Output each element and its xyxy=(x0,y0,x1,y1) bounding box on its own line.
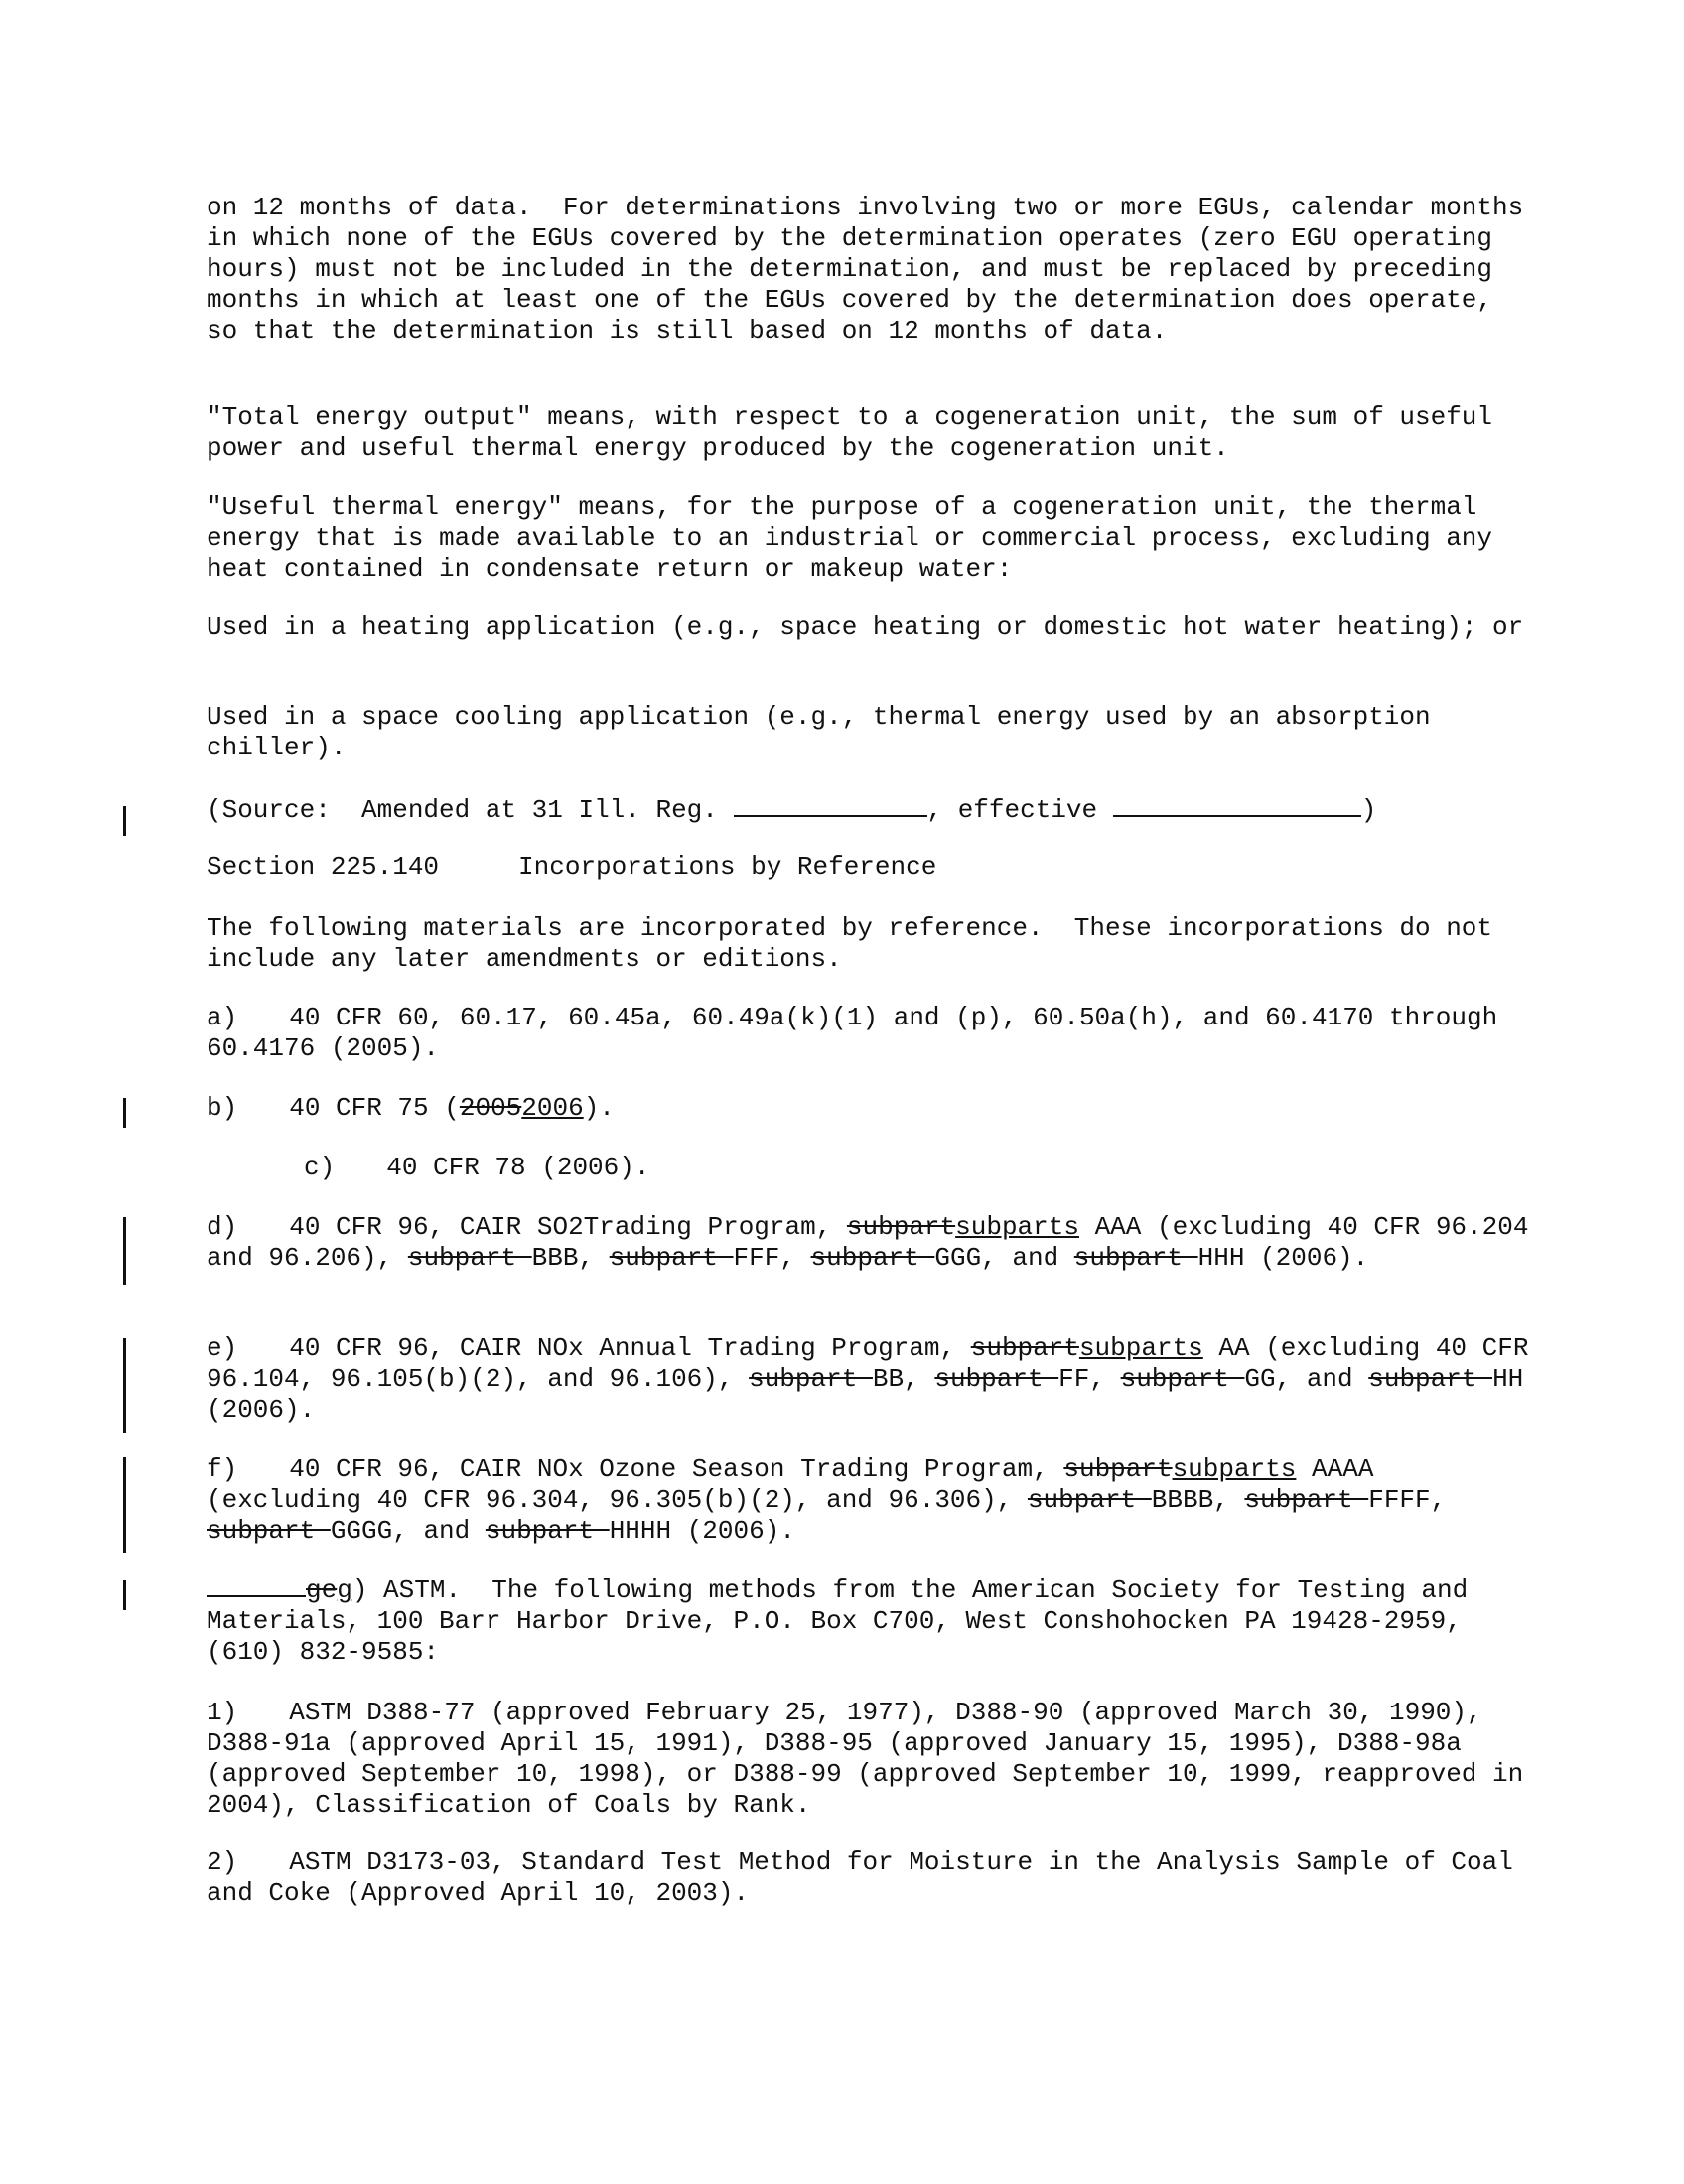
change-bar-item-b xyxy=(123,1098,126,1128)
source-mid: , effective xyxy=(926,795,1113,825)
item-d-ins1: subparts xyxy=(955,1212,1079,1242)
item-e-t3: BB, xyxy=(872,1364,935,1394)
item-d-del3: subpart xyxy=(609,1243,734,1273)
subitem-1-label: 1) xyxy=(207,1698,238,1727)
item-d-t2: AAA (excluding 40 CFR 96.204 and 96.206), xyxy=(207,1212,1545,1273)
item-g-inserted-label: g xyxy=(337,1575,352,1605)
item-b-deleted-year: 2005 xyxy=(459,1093,522,1123)
item-f-del3: subpart xyxy=(1244,1485,1369,1515)
item-d-t4: FFF, xyxy=(733,1243,811,1273)
item-d-t3: BBB, xyxy=(531,1243,610,1273)
source-prefix: (Source: Amended at 31 Ill. Reg. xyxy=(207,795,734,825)
paragraph-determination: on 12 months of data. For determinations involving two or more EGUs, calendar months in which none of the EGUs covered by the determination operates (zero EGU operating hours) must not be included in the determination, and must be replaced by preceding months in which at least one of the EGUs covered by the determination does operate, so that the determination is still based on 12 months of data. xyxy=(207,193,1539,345)
item-g-deleted-letter: e xyxy=(321,1575,338,1605)
item-b-label: b) xyxy=(207,1093,238,1123)
item-e-del1: subpart xyxy=(970,1333,1079,1363)
item-g-deletion-line xyxy=(207,1581,306,1597)
item-e-ins1: subparts xyxy=(1078,1333,1203,1363)
change-bar-item-e xyxy=(123,1338,126,1433)
section-heading xyxy=(207,852,1537,883)
paragraph-cooling-application: Used in a space cooling application (e.g., thermal energy used by an absorption chiller). xyxy=(207,702,1447,762)
item-f-label: f) xyxy=(207,1454,238,1484)
item-d xyxy=(207,1212,1545,1274)
change-bar-item-f xyxy=(123,1457,126,1553)
item-b-post: ). xyxy=(583,1093,615,1123)
item-d-del5: subpart xyxy=(1073,1243,1198,1273)
item-g-deleted-label: g xyxy=(306,1575,322,1605)
item-d-del4: subpart xyxy=(810,1243,935,1273)
item-d-label: d) xyxy=(207,1212,238,1242)
item-f-del2: subpart xyxy=(1027,1485,1152,1515)
subitem-1-text: ASTM D388-77 (approved February 25, 1977), D388-90 (approved March 30, 1990), D388-91a (approved April 15, 1991), D388-95 (approved January 15, 1995), D388-98a (approved September 10, 1998), or D388-99 (approved September 10, 1999, reapproved in 2004), Classification of Coals by Rank. xyxy=(207,1698,1539,1820)
item-e-t6: HH (2006). xyxy=(207,1364,1539,1425)
item-f xyxy=(207,1454,1537,1547)
item-d-t6: HHH (2006). xyxy=(1197,1243,1369,1273)
item-d-del1: subpart xyxy=(846,1212,956,1242)
subitem-1 xyxy=(207,1698,1537,1821)
item-e-del2: subpart xyxy=(749,1364,873,1394)
item-a xyxy=(207,1003,1537,1064)
item-d-del2: subpart xyxy=(407,1243,532,1273)
item-e-t4: FF, xyxy=(1058,1364,1121,1394)
item-f-t5: GGGG, and xyxy=(330,1516,486,1546)
item-d-t5: GGG, and xyxy=(934,1243,1074,1273)
paragraph-total-energy-output: "Total energy output" means, with respect to a cogeneration unit, the sum of useful power and useful thermal energy produced by the cogeneration unit. xyxy=(207,402,1508,463)
item-c-text: 40 CFR 78 (2006). xyxy=(386,1153,650,1182)
subitem-2-label: 2) xyxy=(207,1847,238,1877)
item-a-text: 40 CFR 60, 60.17, 60.45a, 60.49a(k)(1) and (p), 60.50a(h), and 60.4170 through 60.4176 (2005). xyxy=(207,1003,1513,1063)
item-d-t1: 40 CFR 96, CAIR SO2Trading Program, xyxy=(289,1212,847,1242)
paragraph-heating-application: Used in a heating application (e.g., space heating or domestic hot water heating); or xyxy=(207,613,1524,642)
item-f-t3: BBBB, xyxy=(1151,1485,1245,1515)
change-bar-item-g xyxy=(123,1580,126,1610)
item-e-t2: AA (excluding 40 CFR 96.104, 96.105(b)(2), and 96.106), xyxy=(207,1333,1545,1394)
source-suffix: ) xyxy=(1360,795,1377,825)
subitem-2-text: ASTM D3173-03, Standard Test Method for Moisture in the Analysis Sample of Coal and Coke (Approved April 10, 2003). xyxy=(207,1847,1529,1908)
source-note xyxy=(207,793,1537,826)
item-f-ins1: subparts xyxy=(1172,1454,1297,1484)
item-b xyxy=(207,1093,1537,1124)
source-reg-blank xyxy=(734,793,927,817)
item-g xyxy=(207,1575,1537,1668)
item-f-t1: 40 CFR 96, CAIR NOx Ozone Season Trading Program, xyxy=(289,1454,1064,1484)
item-e-label: e) xyxy=(207,1333,238,1363)
item-f-del1: subpart xyxy=(1063,1454,1173,1484)
item-g-text: ) ASTM. The following methods from the American Society for Testing and Materials, 100 Barr Harbor Drive, P.O. Box C700, West Conshohocken PA 19428-2959, (610) 832-9585: xyxy=(207,1575,1483,1667)
item-b-pre: 40 CFR 75 ( xyxy=(289,1093,460,1123)
incorporation-intro: The following materials are incorporated by reference. These incorporations do not include any later amendments or editions. xyxy=(207,913,1508,974)
section-title: Incorporations by Reference xyxy=(518,852,937,882)
item-f-t4: FFFF, xyxy=(1368,1485,1462,1515)
item-e-t1: 40 CFR 96, CAIR NOx Annual Trading Program, xyxy=(289,1333,971,1363)
item-a-label: a) xyxy=(207,1003,238,1032)
item-e-del3: subpart xyxy=(934,1364,1059,1394)
change-bar-source xyxy=(123,806,126,836)
paragraph-useful-thermal-energy: "Useful thermal energy" means, for the purpose of a cogeneration unit, the thermal energy that is made available to an industrial or commercial process, excluding any heat contained in condensate return or makeup water: xyxy=(207,492,1508,584)
item-f-del5: subpart xyxy=(485,1516,610,1546)
item-f-t2: AAAA (excluding 40 CFR 96.304, 96.305(b)(2), and 96.306), xyxy=(207,1454,1390,1515)
item-e-del4: subpart xyxy=(1120,1364,1245,1394)
item-e-t5: GG, and xyxy=(1244,1364,1369,1394)
item-f-del4: subpart xyxy=(207,1516,331,1546)
source-effective-blank xyxy=(1113,793,1361,817)
change-bar-item-d xyxy=(123,1217,126,1285)
section-number: Section 225.140 xyxy=(207,852,440,882)
item-b-inserted-year: 2006 xyxy=(521,1093,584,1123)
item-e xyxy=(207,1333,1545,1426)
item-c xyxy=(304,1153,1634,1183)
item-c-label: c) xyxy=(304,1153,336,1182)
subitem-2 xyxy=(207,1847,1537,1909)
item-e-del5: subpart xyxy=(1368,1364,1493,1394)
item-f-t6: HHHH (2006). xyxy=(609,1516,795,1546)
